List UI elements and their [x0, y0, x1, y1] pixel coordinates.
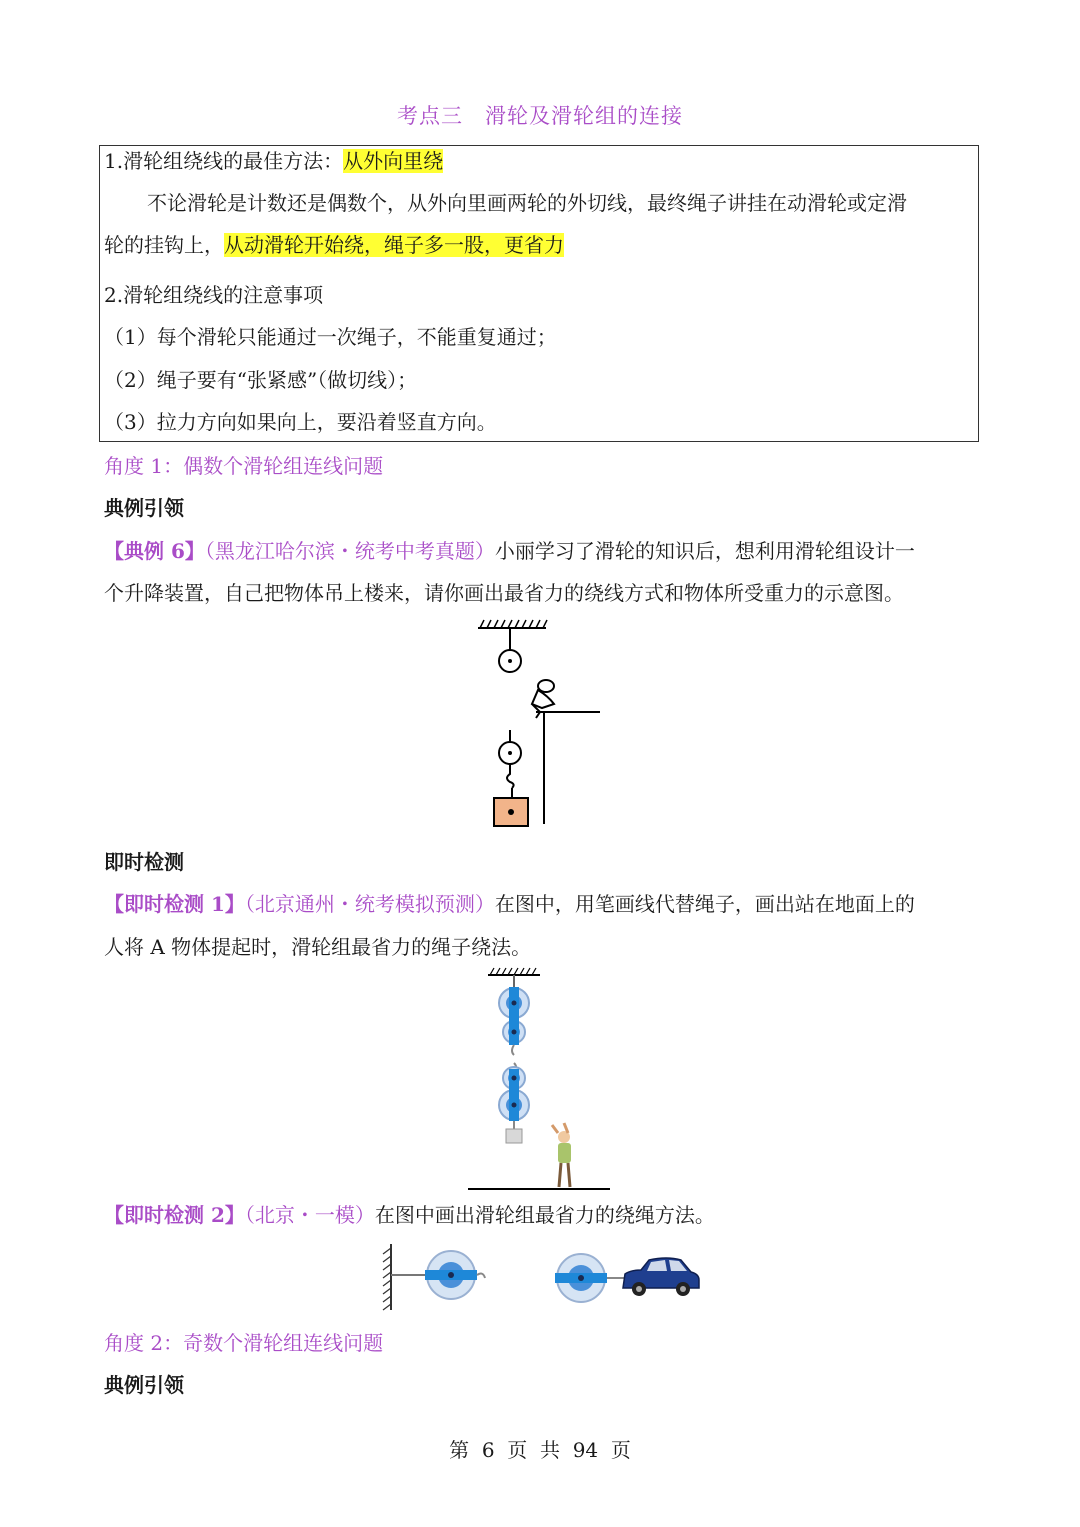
fixed-pulley-horizontal [425, 1251, 477, 1299]
check-2-tag: 【即时检测 2】 [104, 1203, 245, 1227]
check-1-line-1 [104, 890, 915, 918]
movable-pulley-horizontal [555, 1254, 607, 1302]
figure-car-pulley [375, 1238, 705, 1318]
note-2: （2）绳子要有“张紧感”（做切线）； [104, 368, 418, 392]
example-6-tag: 【典例 6】 [104, 539, 205, 563]
section-title: 考点三 滑轮及滑轮组的连接 [397, 104, 683, 128]
angle-2-title: 角度 2：奇数个滑轮组连线问题 [104, 1331, 384, 1355]
rule-para-text: 轮的挂钩上， [104, 233, 224, 257]
check-heading: 即时检测 [104, 850, 184, 874]
rule-item-2-title: 2.滑轮组绕线的注意事项 [104, 283, 324, 307]
rule-para-line-2 [104, 231, 564, 259]
rule-item-1-highlight: 从外向里绕 [343, 149, 444, 173]
example-6-source: （黑龙江哈尔滨・统考中考真题） [204, 539, 495, 563]
person-icon [552, 1123, 571, 1187]
example-6-text: 小丽学习了滑轮的知识后，想利用滑轮组设计一 [494, 539, 915, 563]
rule-para-highlight: 从动滑轮开始绕，绳子多一股，更省力 [224, 233, 564, 257]
example-6-line-1 [104, 537, 915, 565]
car-icon [623, 1258, 699, 1296]
check-1-source: （北京通州・统考模拟预测） [244, 892, 495, 916]
rule-item-1-text: 1.滑轮组绕线的最佳方法： [104, 149, 344, 173]
example-heading-1: 典例引领 [104, 496, 184, 520]
figure-pulley-person [470, 618, 610, 833]
note-3: （3）拉力方向如果向上，要沿着竖直方向。 [104, 410, 497, 434]
check-2-source: （北京・一模） [244, 1203, 375, 1227]
check-1-text: 在图中，用笔画线代替绳子，画出站在地面上的 [494, 892, 915, 916]
ceiling-hatch [480, 620, 547, 628]
page-footer: 第 6 页 共 94 页 [449, 1438, 631, 1462]
note-1: （1）每个滑轮只能通过一次绳子，不能重复通过； [104, 325, 557, 349]
hook [507, 764, 514, 788]
figure-pulley-stack [460, 965, 620, 1195]
rule-item-1 [104, 147, 443, 175]
example-6-line-2: 个升降装置，自己把物体吊上楼来，请你画出最省力的绕线方式和物体所受重力的示意图。 [104, 581, 904, 605]
lower-pulleys [499, 1067, 529, 1121]
weight-a [506, 1129, 522, 1143]
rule-para-line-1: 不论滑轮是计数还是偶数个，从外向里画两轮的外切线，最终绳子讲挂在动滑轮或定滑 [147, 191, 907, 215]
check-1-tag: 【即时检测 1】 [104, 892, 245, 916]
check-2-line [104, 1201, 715, 1229]
example-heading-2: 典例引领 [104, 1373, 184, 1397]
check-2-text: 在图中画出滑轮组最省力的绕绳方法。 [374, 1203, 715, 1227]
upper-pulleys [499, 987, 529, 1045]
check-1-line-2: 人将 A 物体提起时，滑轮组最省力的绳子绕法。 [104, 935, 532, 959]
angle-1-title: 角度 1：偶数个滑轮组连线问题 [104, 454, 384, 478]
